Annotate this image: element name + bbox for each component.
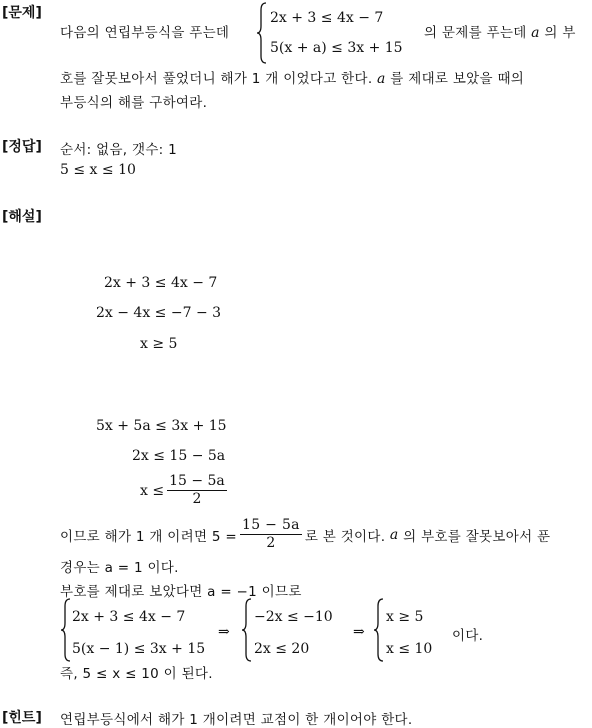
solution-system1-bottom: 5(x − 1) ≤ 3x + 15 bbox=[72, 641, 206, 657]
problem-lead-text: 다음의 연립부등식을 푸는데 bbox=[60, 25, 230, 41]
solution-system-end: 이다. bbox=[452, 628, 484, 644]
solution-system1-top: 2x + 3 ≤ 4x − 7 bbox=[72, 609, 186, 625]
solution-block2-line-1: 5x + 5a ≤ 3x + 15 bbox=[96, 418, 227, 434]
hint-text: 연립부등식에서 해가 1 개이려면 교점이 한 개이어야 한다. bbox=[60, 712, 413, 728]
solution-system3-brace bbox=[373, 598, 385, 662]
hint-label: [힌트] bbox=[2, 710, 42, 726]
solution-text1-fraction: $\frac{15 - 5a}{2}$ bbox=[242, 517, 300, 552]
solution-system2-top: −2x ≤ −10 bbox=[254, 609, 333, 625]
solution-block2-line-2: 2x ≤ 15 − 5a bbox=[132, 448, 226, 464]
solution-block1-line-2: 2x − 4x ≤ −7 − 3 bbox=[96, 305, 222, 321]
solution-system2-bottom: 2x ≤ 20 bbox=[254, 641, 310, 657]
answer-line-1: 순서: 없음, 갯수: 1 bbox=[60, 142, 177, 158]
solution-arrow-2: ⇒ bbox=[353, 624, 365, 640]
solution-text-1: 이므로 해가 1 개 이려면 5 = $\frac{15 - 5a}{2}$ 로 본 것이다. a 의 부호를 잘못보아서 푼 bbox=[60, 517, 551, 552]
solution-text-3: 부호를 제대로 보았다면 a = −1 이므로 bbox=[60, 584, 302, 600]
solution-system3-bottom: x ≤ 10 bbox=[386, 641, 433, 657]
problem-system-brace bbox=[256, 2, 268, 64]
solution-block2-fraction: $\frac{15 - 5a}{2}$ bbox=[169, 473, 225, 508]
solution-conclusion: 즉, 5 ≤ x ≤ 10 이 된다. bbox=[60, 666, 213, 682]
problem-line-3: 부등식의 해를 구하여라. bbox=[60, 95, 208, 111]
answer-label: [정답] bbox=[2, 139, 42, 155]
solution-system3-top: x ≥ 5 bbox=[386, 609, 424, 625]
problem-system-bottom: 5(x + a) ≤ 3x + 15 bbox=[270, 40, 403, 56]
solution-block1-line-1: 2x + 3 ≤ 4x − 7 bbox=[104, 275, 218, 291]
answer-line-2: 5 ≤ x ≤ 10 bbox=[60, 162, 136, 178]
solution-text-2: 경우는 a = 1 이다. bbox=[60, 560, 179, 576]
solution-block1-line-3: x ≥ 5 bbox=[140, 336, 178, 352]
solution-system1-brace bbox=[60, 598, 72, 662]
problem-system-top: 2x + 3 ≤ 4x − 7 bbox=[270, 10, 384, 26]
solution-label: [해설] bbox=[2, 209, 42, 225]
problem-line-2: 호를 잘못보아서 풀었더니 해가 1 개 이었다고 한다. a 를 제대로 보았을 때의 bbox=[60, 71, 525, 87]
solution-arrow-1: ⇒ bbox=[218, 624, 230, 640]
problem-label: [문제] bbox=[2, 5, 42, 21]
solution-block2-line-3: x ≤ $\frac{15 - 5a}{2}$ bbox=[140, 473, 225, 508]
problem-trail-text: 의 문제를 푸는데 a 의 부 bbox=[424, 25, 576, 41]
solution-system2-brace bbox=[241, 598, 253, 662]
